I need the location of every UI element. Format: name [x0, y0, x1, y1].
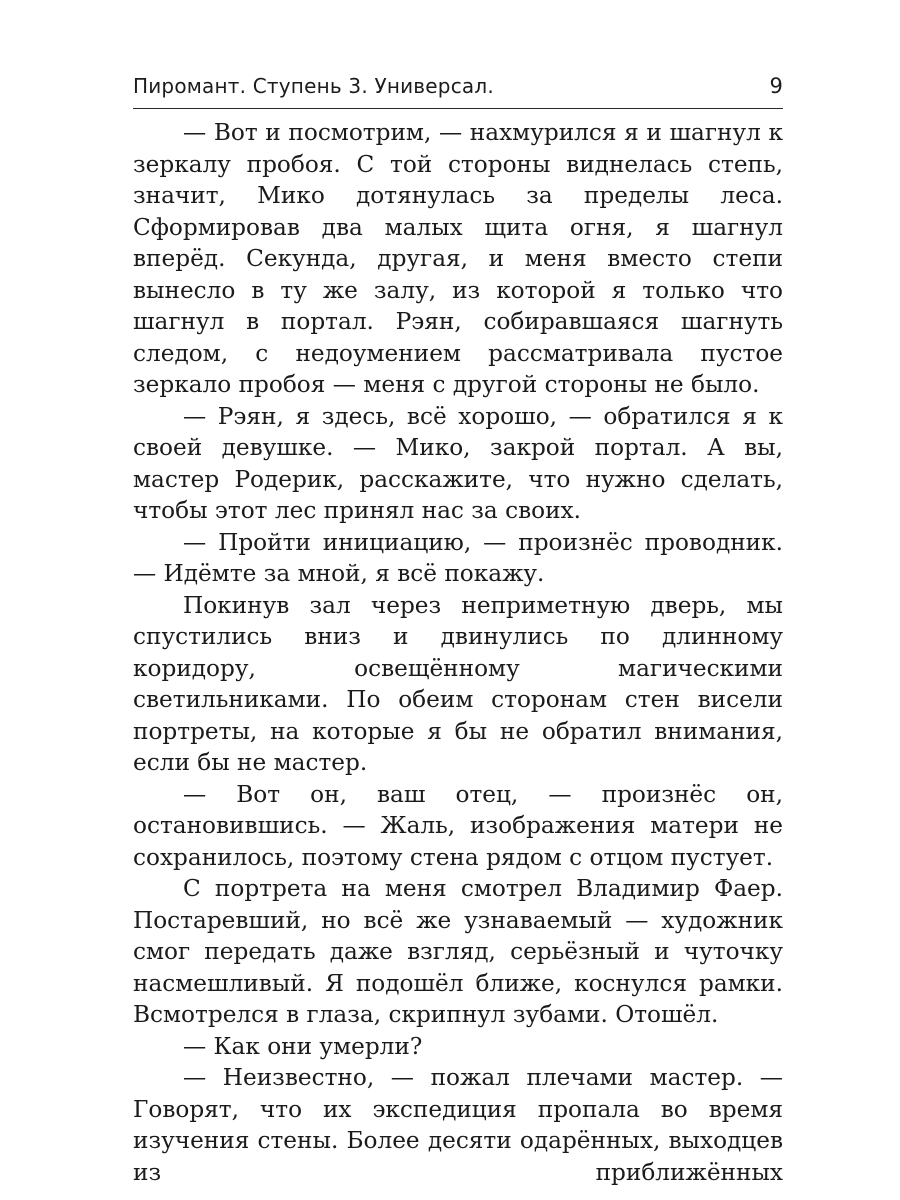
- paragraph: Покинув зал через неприметную дверь, мы спустились вниз и двинулись по длинному коридору, освещённому магическими светильниками. По обеим сторонам стен висели портреты, на которые я бы не обратил внимания, если бы не мастер.: [133, 591, 783, 776]
- paragraph: — Вот и посмотрим, — нахмурился я и шагнул к зеркалу пробоя. С той стороны виднелась степь, значит, Мико дотянулась за пределы леса. Сформировав два малых щита огня, я шагнул вперёд. Секунда, другая, и меня вместо степи вынесло в ту же залу, из которой я только что шагнул в портал. Рэян, собиравшаяся шагнуть следом, с недоумением рассматривала пустое зеркало пробоя — меня с другой стороны не было.: [133, 119, 783, 398]
- paragraph: — Как они умерли?: [183, 1032, 423, 1060]
- page-number: 9: [769, 74, 783, 98]
- paragraph: — Рэян, я здесь, всё хорошо, — обратился я к своей девушке. — Мико, закрой портал. А вы, мастер Родерик, расскажите, что нужно сделать, чтобы этот лес принял нас за своих.: [133, 402, 783, 524]
- body-text: [133, 117, 783, 1188]
- paragraph: С портрета на меня смотрел Владимир Фаер. Постаревший, но всё же узнаваемый — художник смог передать даже взгляд, серьёзный и чуточку насмешливый. Я подошёл ближе, коснулся рамки. Всмотрелся в глаза, скрипнул зубами. Отошёл.: [133, 875, 783, 1028]
- paragraph: — Вот он, ваш отец, — произнёс он, остановившись. — Жаль, изображения матери не сохранилось, поэтому стена рядом с отцом пустует.: [133, 780, 783, 871]
- running-title: Пиромант. Ступень 3. Универсал.: [133, 74, 494, 98]
- book-page: [133, 72, 783, 1188]
- paragraph: — Пройти инициацию, — произнёс проводник. — Идёмте за мной, я всё покажу.: [133, 528, 783, 587]
- paragraph: — Неизвестно, — пожал плечами мастер. — Говорят, что их экспедиция пропала во время изучения стены. Более десяти одарённых, выходцев из приближённых: [133, 1064, 783, 1186]
- running-head: [133, 72, 783, 109]
